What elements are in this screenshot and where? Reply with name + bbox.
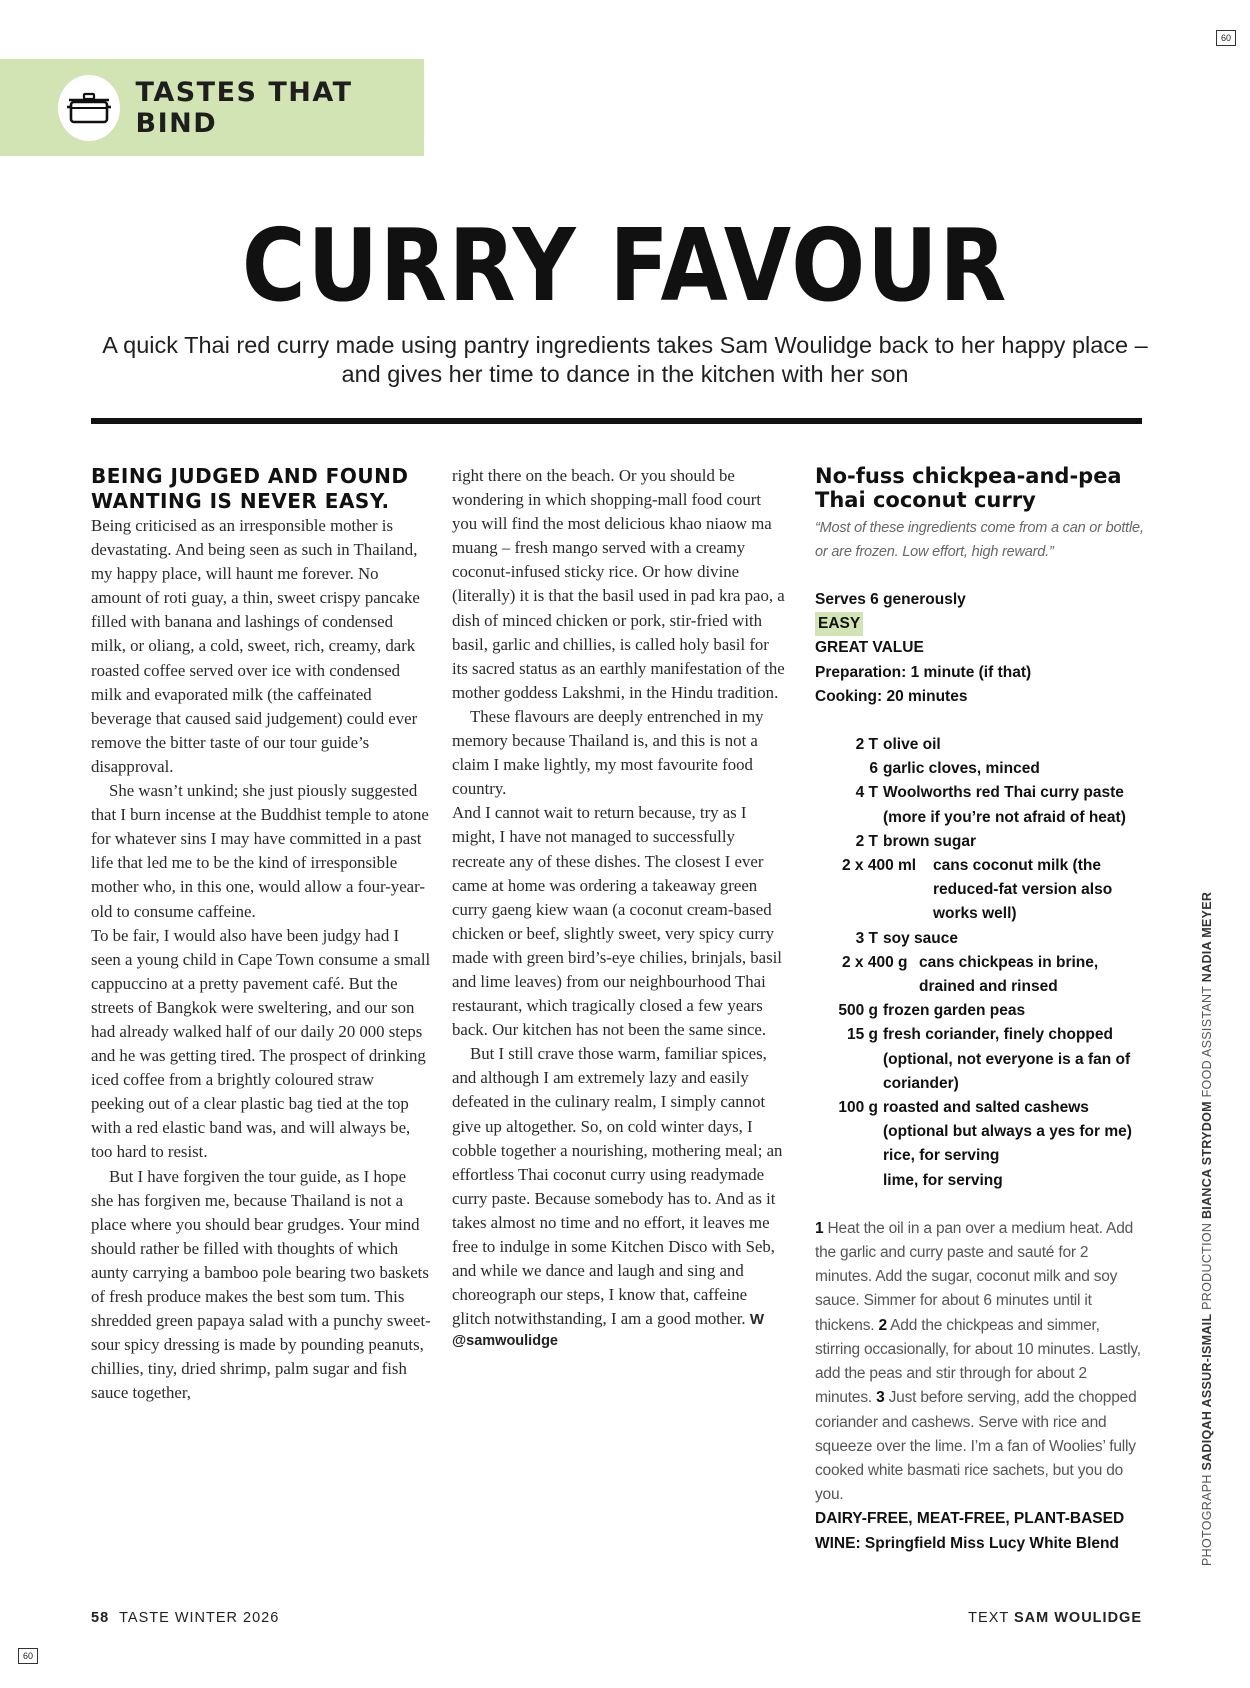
ingredient-item [815,1023,1145,1096]
cooking-pot-icon [58,75,120,141]
ingredient-name: Woolworths red Thai curry paste (more if you’re not afraid of heat) [883,784,1126,826]
credit-name: NADIA MEYER [1200,891,1214,983]
ingredient-name: cans chickpeas in brine, drained and rinsed [919,953,1099,996]
step-text: Just before serving, add the chopped coriander and cashews. Serve with rice and squeeze over the lime. I’m a fan of Woolies’ fully cooked white basmati rice sachets, but you do you. [815,1389,1137,1504]
ingredient-name: fresh coriander, finely chopped (optional, not everyone is a fan of coriander) [883,1026,1131,1092]
step-text: Heat the oil in a pan over a medium heat. Add the garlic and curry paste and sauté for 2 minutes. Add the sugar, coconut milk and soy sauce. Simmer for about 6 minutes until it thickens. [815,1219,1134,1334]
ingredient-item [815,854,1145,927]
article-column-2 [452,464,787,1349]
ingredient-qty: 2 x 400 ml [842,857,917,875]
paragraph: These flavours are deeply entrenched in my memory because Thailand is, and this is not a claim I make lightly, my most favourite food country. [452,706,764,799]
step-number: 2 [878,1316,887,1334]
cook-time: Cooking: 20 minutes [815,687,968,705]
ingredient-item [815,927,1145,951]
sign-off: W [749,1311,765,1329]
page-folio [91,1610,279,1626]
serves: Serves 6 generously [815,591,966,608]
article-column-1 [91,464,431,1405]
paragraph [452,1042,787,1332]
credit-name: SADIQAH ASSUR-ISMAIL [1200,1313,1214,1471]
dietary-tags: DAIRY-FREE, MEAT-FREE, PLANT-BASED [815,1510,1125,1528]
recipe-meta [815,588,1145,709]
page-title: CURRY FAVOUR [241,207,1009,324]
ingredient-name: garlic cloves, minced [883,760,1040,778]
method [815,1217,1145,1507]
ingredient-qty: 2 T [855,736,878,754]
author-handle[interactable]: @samwoulidge [452,1333,558,1350]
page-marker-top: 60 [1216,30,1236,46]
recipe-quote: “Most of these ingredients come from a can or bottle, or are frozen. Low effort, high reward.” [815,520,1144,560]
ingredient-item [815,757,1145,781]
author-name: SAM WOULIDGE [1014,1610,1142,1626]
paragraph: And I cannot wait to return because, try as I might, I have not managed to successfully recreate any of these dishes. The closest I ever came at home was ordering a takeaway green curry gaeng kiew waan (a coconut cream-based chicken or beef, slightly sweet, very spicy curry made with green bird’s-eye chilies, brinjals, basil and lime leaves) from our neighbourhood Thai restaurant, which tragically closed a few years back. Our kitchen has not been the same since. [452,803,782,1040]
value-label: GREAT VALUE [815,639,924,657]
wine-pairing: WINE: Springfield Miss Lucy White Blend [815,1534,1119,1552]
paragraph: Being criticised as an irresponsible mother is devastating. And being seen as such in Thailand, my happy place, will haunt me forever. No amount of roti guay, a thin, sweet crispy pancake filled with banana and lashings of condensed milk, or oliang, a cold, sweet, rich, creamy, dark roasted coffee served over ice with condensed milk and evaporated milk (the caffeinated beverage that caused said judgement) could ever remove the bitter taste of our tour guide’s disapproval. [91,516,420,776]
ingredient-item [815,1169,1145,1193]
page-number: 58 [91,1610,110,1626]
paragraph-text: But I still crave those warm, familiar spices, and although I am extremely lazy and easily defeated in the culinary realm, I simply cannot give up altogether. So, on cold winter days, I cobble together a nourishing, mothering meal; an effortless Thai coconut curry using readymade curry paste. Because somebody has to. And as it takes almost no time and no effort, it leaves me free to indulge in some Kitchen Disco with Seb, and while we dance and laugh and sing and choreograph our steps, I know that, caffeine glitch notwithstanding, I am a good mother. [452,1044,783,1329]
step-text: Add the chickpeas and simmer, stirring occasionally, for about 10 minutes. Lastly, add the peas and stir through for about 2 minutes. [815,1316,1141,1407]
paragraph: But I have forgiven the tour guide, as I hope she has forgiven me, because Thailand is not a place where you should bear grudges. Your mind should rather be filled with thoughts of which aunty carrying a bamboo pole bearing two baskets of fresh produce makes the best som tum. This shredded green papaya salad with a punchy sweet-sour spicy dressing is made by pounding peanuts, chillies, tiny, dried shrimp, palm sugar and fish sauce together, [91,1166,431,1403]
ingredient-item [815,733,1145,757]
byline [968,1610,1142,1626]
paragraph: right there on the beach. Or you should be wondering in which shopping-mall food court you will find the most delicious khao niaow ma muang – fresh mango served with a creamy coconut-infused sticky rice. Or how divine (literally) it is that the basil used in pad kra pao, a dish of minced chicken or pork, stir-fried with basil, garlic and chillies, is called holy basil for its sacred status as an earthly manifestation of the mother goddess Lakshmi, in the Hindu tradition. [452,466,785,702]
ingredient-qty: 3 T [855,929,878,947]
ingredient-item [815,781,1145,829]
ingredient-item [815,951,1145,999]
ingredient-item [815,999,1145,1023]
ingredient-qty: 4 T [855,784,878,802]
ingredient-name: cans coconut milk (the reduced-fat version also works well) [933,857,1113,923]
prep-time: Preparation: 1 minute (if that) [815,663,1032,681]
ingredient-item [815,1096,1145,1144]
ingredient-name: lime, for serving [883,1171,1003,1189]
page-marker-bottom: 60 [18,1648,38,1664]
ingredient-qty: 6 [869,760,878,778]
credit-name: BIANCA STRYDOM [1200,1101,1214,1220]
ingredient-name: rice, for serving [883,1147,1000,1165]
paragraph: She wasn’t unkind; she just piously suggested that I burn incense at the Buddhist temple to atone for whatever sins I may have committed in a past life that led me to be the kind of irresponsible mother who, in this one, would allow a four-year-old to consume caffeine. [91,781,429,921]
section-banner [0,59,424,156]
ingredient-name: frozen garden peas [883,1002,1026,1020]
ingredient-qty [815,1144,883,1168]
ingredient-name: brown sugar [883,832,977,850]
ingredient-qty: 15 g [846,1026,878,1044]
credit-label: PHOTOGRAPH [1200,1474,1214,1566]
section-label: TASTES THAT BIND [135,76,353,139]
publication-name: TASTE WINTER 2026 [119,1610,280,1626]
ingredient-name: olive oil [883,736,941,754]
difficulty-badge: EASY [815,612,863,636]
step-number: 1 [815,1219,824,1237]
paragraph: To be fair, I would also have been judgy had I seen a young child in Cape Town consume a small cappuccino at a pretty pavement café. But the streets of Bangkok were sweltering, and our son had already walked half of our daily 20 000 steps and he was getting tired. The prospect of drinking iced coffee from a brightly coloured straw peeking out of a clear plastic bag tied at the top with a red elastic band was, and will always be, too hard to resist. [91,925,431,1162]
ingredient-name: roasted and salted cashews (optional but always a yes for me) [883,1099,1132,1141]
byline-label: TEXT [968,1610,1009,1626]
credit-label: PRODUCTION [1200,1222,1214,1310]
ingredient-qty: 100 g [838,1099,878,1117]
photo-credits [1200,892,1214,1566]
ingredient-list [815,733,1145,1193]
ingredient-qty: 2 x 400 g [842,953,908,971]
credit-label: FOOD ASSISTANT [1200,985,1214,1098]
ingredient-name: soy sauce [883,929,958,947]
intro-heading: BEING JUDGED AND FOUND WANTING IS NEVER EASY. [91,464,409,513]
divider-rule [91,418,1142,424]
ingredient-item [815,1144,1145,1168]
ingredient-item [815,830,1145,854]
standfirst: A quick Thai red curry made using pantry ingredients takes Sam Woulidge back to her happy place – and gives her time to dance in the kitchen with her son [102,332,1148,387]
step-number: 3 [876,1389,885,1407]
recipe-title: No-fuss chickpea-and-pea Thai coconut curry [815,464,1122,512]
recipe-column [815,464,1145,1556]
ingredient-qty: 500 g [838,1002,878,1020]
ingredient-qty: 2 T [855,832,878,850]
ingredient-qty [815,1169,883,1193]
